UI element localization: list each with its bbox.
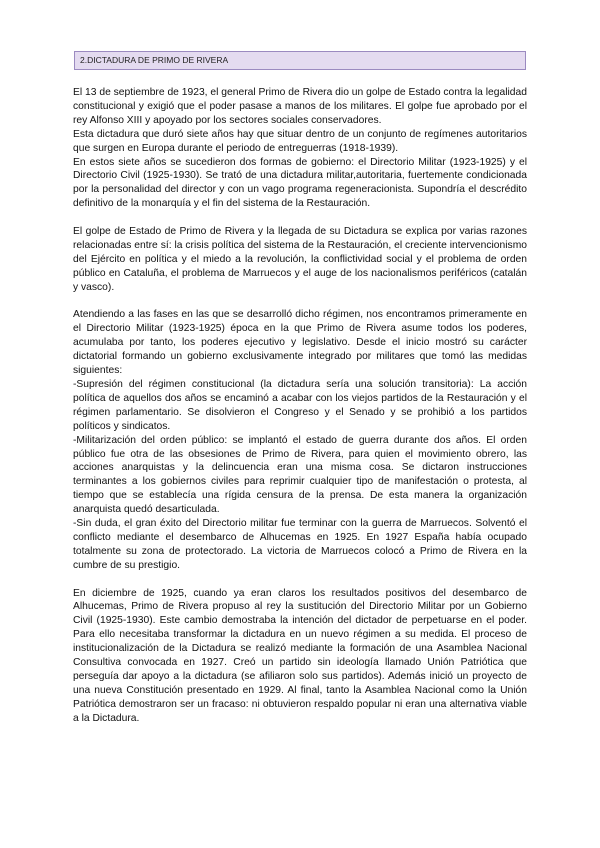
paragraph-militarizacion: -Militarización del orden público: se implantó el estado de guerra durante dos años. El orden público fue otra de las obsesiones de Primo de Rivera, para quien el movimiento obrero, las acciones anarquistas y la delincuencia eran una misma cosa. Se dictaron instrucciones terminantes a los gobiernos civiles para reprimir cualquier tipo de manifestación o protesta, al tiempo que se establecía una rígida censura de la prensa. De esta manera la organización anarquista quedó desarticulada. xyxy=(73,434,527,516)
paragraph-golpe: El 13 de septiembre de 1923, el general Primo de Rivera dio un golpe de Estado contra la legalidad constitucional y exigió que el poder pasase a manos de los militares. El golpe fue aprobado por el rey Alfonso XIII y apoyado por los sectores sociales conservadores. xyxy=(73,87,527,126)
paragraph-spacer xyxy=(73,211,527,225)
paragraph-contexto-europeo: Esta dictadura que duró siete años hay que situar dentro de un conjunto de regímenes autoritarios que surgen en Europa durante el periodo de entreguerras (1918-1939). xyxy=(73,128,527,154)
paragraph-formas-gobierno: En estos siete años se sucedieron dos formas de gobierno: el Directorio Militar (1923-1925) y el Directorio Civil (1925-1930). Se trató de una dictadura militar,autoritaria, fuertemente condicionada por la personalidad del director y con un vago programa regeneracionista. Supondría el descrédito definitivo de la monarquía y el fin del sistema de la Restauración. xyxy=(73,156,527,210)
section-title: 2.DICTADURA DE PRIMO DE RIVERA xyxy=(74,51,526,70)
document-body xyxy=(73,86,527,726)
paragraph-marruecos: -Sin duda, el gran éxito del Directorio militar fue terminar con la guerra de Marruecos. Solventó el conflicto mediante el desembarco de Alhucemas en 1925. En 1927 España había ocupado totalmente su zona de protectorado. La victoria de Marruecos colocó a Primo de Rivera en la cumbre de su prestigio. xyxy=(73,518,527,571)
paragraph-spacer xyxy=(73,295,527,309)
paragraph-directorio-civil: En diciembre de 1925, cuando ya eran claros los resultados positivos del desembarco de Alhucemas, Primo de Rivera propuso al rey la sustitución del Directorio Militar por un Gobierno Civil (1925-1930). Este cambio demostraba la intención del dictador de perpetuarse en el poder. Para ello necesitaba transformar la dictadura en un nuevo régimen a su medida. El proceso de institucionalización de la Dictadura se realizó mediante la formación de una Asamblea Nacional Consultiva convocada en 1927. Creó un partido sin ideología llamado Unión Patriótica que perseguía dar apoyo a la dictadura (se afiliaron solo sus partidos). Además inició un proyecto de una nueva Constitución presentado en 1929. Al final, tanto la Asamblea Nacional como la Unión Patriótica demostraron ser un fracaso: ni obtuvieron respaldo popular ni eran una alternativa viable a la Dictadura. xyxy=(73,587,527,724)
paragraph-supresion-regimen: -Supresión del régimen constitucional (la dictadura sería una solución transitoria): La acción política de aquellos dos años se encaminó a acabar con los viejos partidos de la Restauración y el régimen parlamentario. Se disolvieron el Congreso y el Senado y se prohibió a los partidos políticos y sindicatos. xyxy=(73,379,527,432)
paragraph-spacer xyxy=(73,573,527,587)
paragraph-directorio-militar: Atendiendo a las fases en las que se desarrolló dicho régimen, nos encontramos primeramente en el Directorio Militar (1923-1925) época en la que Primo de Rivera asume todos los poderes, acumulaba por tanto, los poderes ejecutivo y legislativo. Desde el inicio mostró su carácter dictatorial formando un gobierno exclusivamente integrado por militares que tomó las medidas siguientes: xyxy=(73,309,527,377)
paragraph-causas: El golpe de Estado de Primo de Rivera y la llegada de su Dictadura se explica por varias razones relacionadas entre sí: la crisis política del sistema de la Restauración, el creciente intervencionismo del Ejército en política y el miedo a la revolución, la conflictividad social y el problema de orden público en Cataluña, el problema de Marruecos y el auge de los nacionalismos periféricos (catalán y vasco). xyxy=(73,226,527,293)
